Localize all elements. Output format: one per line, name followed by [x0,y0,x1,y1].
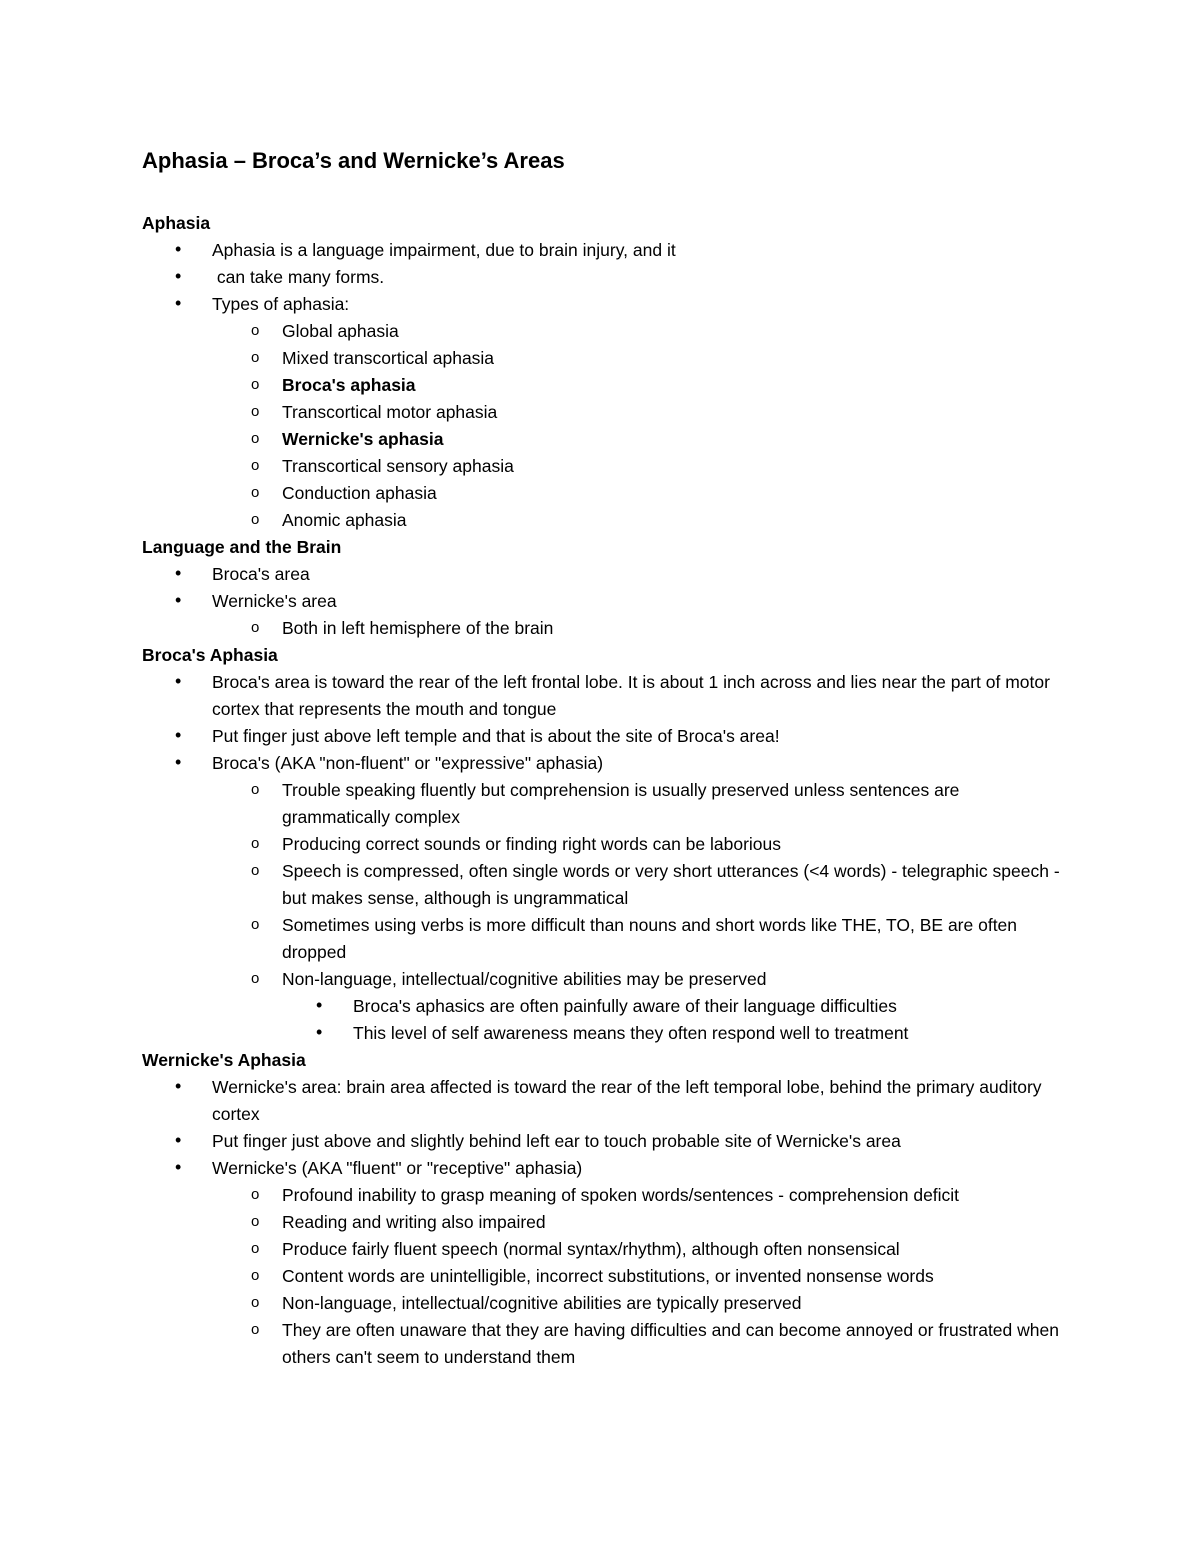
sub-sub-list [142,993,1062,1047]
list-item [142,615,1062,642]
list-item [142,426,1062,453]
circle-bullet-icon: o [251,916,260,933]
circle-bullet-icon: o [251,511,260,528]
section-heading: Wernicke's Aphasia [142,1050,306,1070]
bullet-icon: • [175,671,182,691]
list-item-text: Producing correct sounds or finding right words can be laborious [282,834,782,854]
list-item-text: Wernicke's (AKA "fluent" or "receptive" aphasia) [212,1158,583,1178]
list-item [142,507,1062,534]
list-item-text: Non-language, intellectual/cognitive abilities may be preserved [282,969,767,989]
list-item-text: Broca's aphasia [282,375,416,395]
list-item [142,561,1062,588]
list-item [142,750,1062,777]
list-item [142,1263,1062,1290]
list-item [142,912,1062,966]
list-item [142,453,1062,480]
bullet-list [142,561,1062,615]
bullet-icon: • [316,995,323,1015]
list-item-text: Broca's (AKA "non-fluent" or "expressive" aphasia) [212,753,604,773]
list-item [142,993,1062,1020]
bullet-icon: • [175,590,182,610]
list-item-text: Wernicke's area: brain area affected is toward the rear of the left temporal lobe, behind the primary auditory cortex [212,1077,1042,1124]
list-item-text: Aphasia is a language impairment, due to brain injury, and it [212,240,676,260]
circle-bullet-icon: o [251,1321,260,1338]
list-item-text: Wernicke's aphasia [282,429,444,449]
list-item-text: Non-language, intellectual/cognitive abilities are typically preserved [282,1293,802,1313]
sub-list [142,615,1062,642]
document-body [142,146,1062,1371]
section-heading: Language and the Brain [142,537,342,557]
bullet-icon: • [175,1130,182,1150]
circle-bullet-icon: o [251,322,260,339]
list-item-text: Trouble speaking fluently but comprehension is usually preserved unless sentences are grammatically complex [282,780,960,827]
sub-list [142,777,1062,993]
list-item [142,777,1062,831]
list-item-text: Speech is compressed, often single words or very short utterances (<4 words) - telegraphic speech - but makes sense, although is ungrammatical [282,861,1060,908]
list-item [142,1236,1062,1263]
list-item-text: Both in left hemisphere of the brain [282,618,554,638]
bullet-list [142,1074,1062,1182]
list-item [142,372,1062,399]
circle-bullet-icon: o [251,403,260,420]
list-item-text: Reading and writing also impaired [282,1212,546,1232]
sub-list [142,318,1062,534]
circle-bullet-icon: o [251,1213,260,1230]
list-item-text: Broca's area [212,564,310,584]
list-item-text: Global aphasia [282,321,399,341]
list-item-text: Wernicke's area [212,591,337,611]
bullet-icon: • [316,1022,323,1042]
list-item [142,1317,1062,1371]
bullet-list [142,237,1062,318]
list-item [142,723,1062,750]
bullet-icon: • [175,752,182,772]
list-item [142,264,1062,291]
section-wernicke [142,1047,1062,1371]
circle-bullet-icon: o [251,970,260,987]
list-item-text: Anomic aphasia [282,510,407,530]
list-item [142,1020,1062,1047]
circle-bullet-icon: o [251,1240,260,1257]
circle-bullet-icon: o [251,457,260,474]
bullet-icon: • [175,563,182,583]
list-item-text: Broca's aphasics are often painfully aware of their language difficulties [353,996,897,1016]
list-item [142,1074,1062,1128]
list-item-text: Mixed transcortical aphasia [282,348,495,368]
list-item [142,1128,1062,1155]
bullet-icon: • [175,266,182,286]
list-item-text: Conduction aphasia [282,483,437,503]
section-language-brain [142,534,1062,642]
section-aphasia [142,210,1062,534]
circle-bullet-icon: o [251,835,260,852]
list-item-text: Sometimes using verbs is more difficult than nouns and short words like THE, TO, BE are often dropped [282,915,1018,962]
section-broca [142,642,1062,1047]
bullet-icon: • [175,293,182,313]
list-item [142,1155,1062,1182]
circle-bullet-icon: o [251,1186,260,1203]
list-item [142,1182,1062,1209]
section-heading: Aphasia [142,213,211,233]
list-item [142,237,1062,264]
list-item-text: Profound inability to grasp meaning of spoken words/sentences - comprehension deficit [282,1185,960,1205]
section-heading: Broca's Aphasia [142,645,278,665]
bullet-list [142,669,1062,777]
list-item-text: Transcortical sensory aphasia [282,456,514,476]
list-item [142,1209,1062,1236]
list-item-text: Types of aphasia: [212,294,350,314]
list-item [142,480,1062,507]
list-item-text: Produce fairly fluent speech (normal syntax/rhythm), although often nonsensical [282,1239,900,1259]
list-item-text: This level of self awareness means they often respond well to treatment [353,1023,909,1043]
list-item-text: Transcortical motor aphasia [282,402,498,422]
circle-bullet-icon: o [251,376,260,393]
bullet-icon: • [175,1157,182,1177]
sub-list [142,1182,1062,1371]
page-title: Aphasia – Broca’s and Wernicke’s Areas [142,148,565,173]
list-item [142,399,1062,426]
list-item [142,318,1062,345]
list-item [142,966,1062,993]
bullet-icon: • [175,1076,182,1096]
bullet-icon: • [175,239,182,259]
list-item [142,669,1062,723]
circle-bullet-icon: o [251,1294,260,1311]
circle-bullet-icon: o [251,781,260,798]
circle-bullet-icon: o [251,430,260,447]
list-item-text: Put finger just above left temple and that is about the site of Broca's area! [212,726,780,746]
list-item-text: can take many forms. [212,267,385,287]
circle-bullet-icon: o [251,619,260,636]
list-item-text: Broca's area is toward the rear of the left frontal lobe. It is about 1 inch across and lies near the part of motor cortex that represents the mouth and tongue [212,672,1050,719]
list-item [142,588,1062,615]
bullet-icon: • [175,725,182,745]
list-item-text: They are often unaware that they are having difficulties and can become annoyed or frustrated when others can't seem to understand them [282,1320,1059,1367]
list-item [142,858,1062,912]
circle-bullet-icon: o [251,1267,260,1284]
circle-bullet-icon: o [251,862,260,879]
list-item-text: Put finger just above and slightly behind left ear to touch probable site of Wernicke's area [212,1131,901,1151]
list-item [142,291,1062,318]
list-item [142,831,1062,858]
list-item-text: Content words are unintelligible, incorrect substitutions, or invented nonsense words [282,1266,934,1286]
circle-bullet-icon: o [251,484,260,501]
list-item [142,1290,1062,1317]
list-item [142,345,1062,372]
circle-bullet-icon: o [251,349,260,366]
